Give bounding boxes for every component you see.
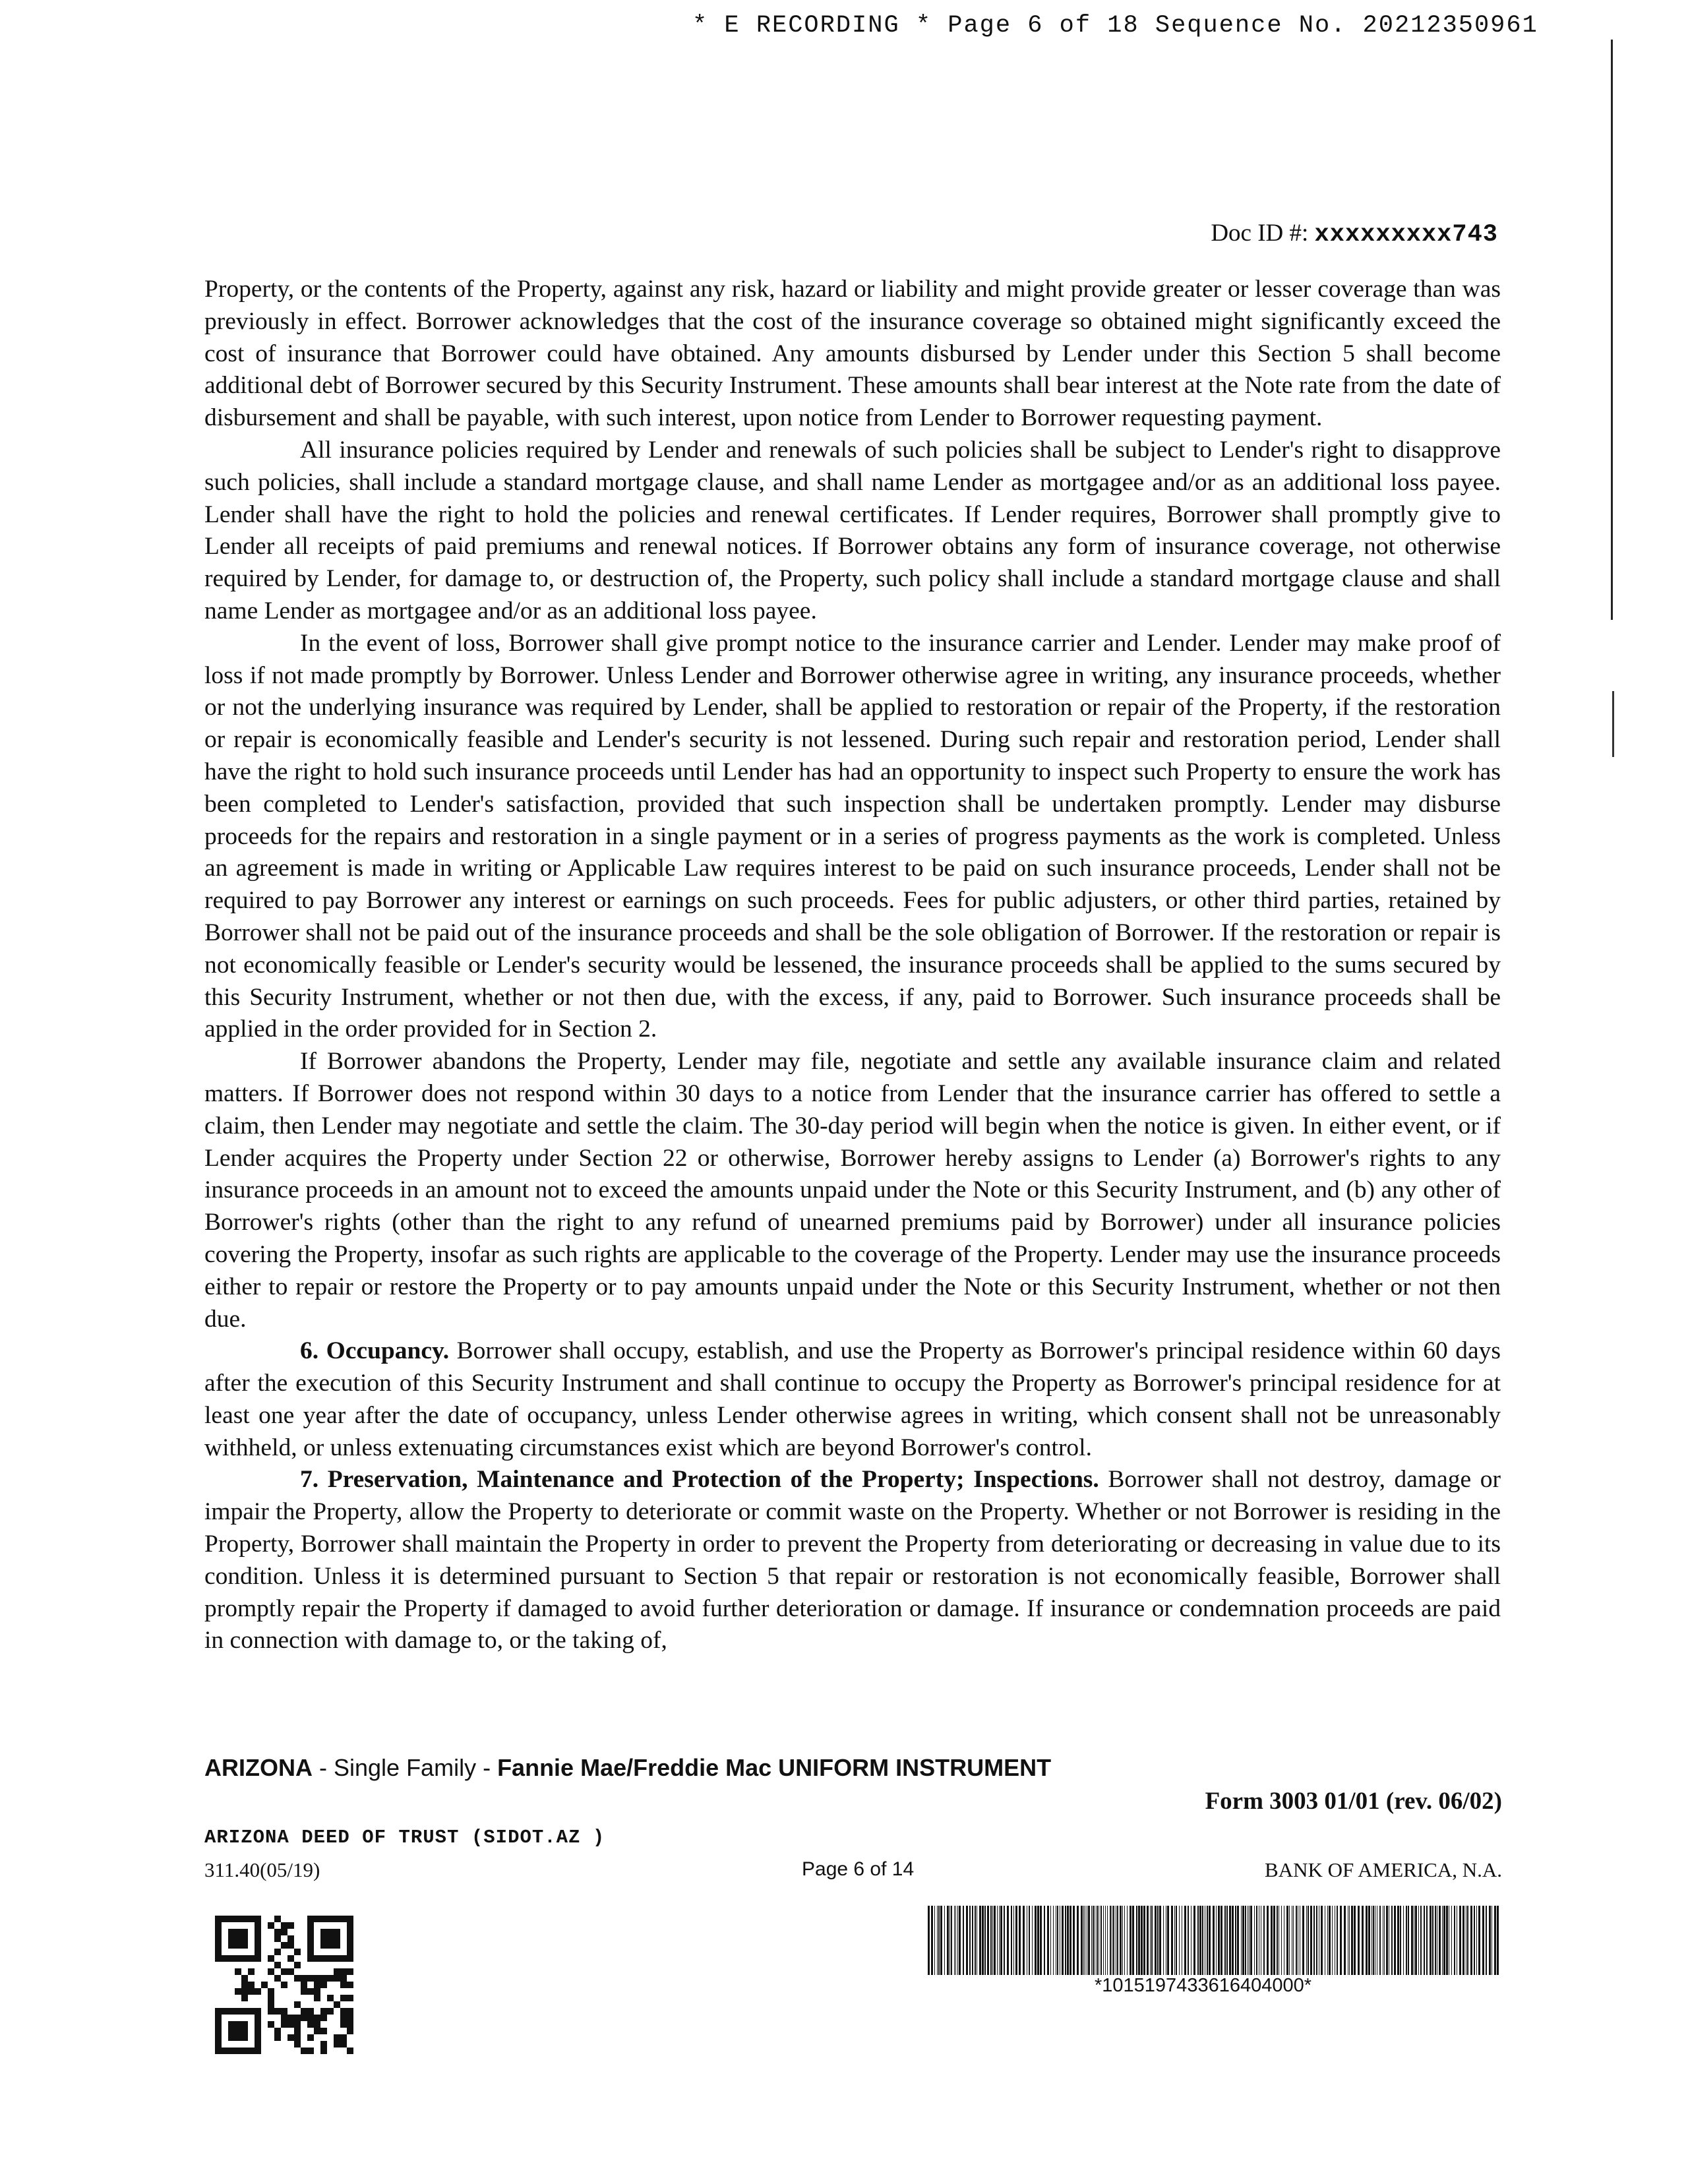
footer-page-number: Page 6 of 14 [802,1858,915,1880]
recording-header: * E RECORDING * Page 6 of 18 Sequence No. 20212350961 [692,12,1538,40]
paragraph: Property, or the contents of the Property, against any risk, hazard or liability and might provide greater or lesser coverage than was previously in effect. Borrower acknowledges that the cost of the insurance coverage so obtained might significantly exceed the cost of insurance that Borrower could have obtained. Any amounts disbursed by Lender under this Section 5 shall become additional debt of Borrower secured by this Security Instrument. These amounts shall bear interest at the Note rate from the date of disbursement and shall be payable, with such interest, upon notice from Lender to Borrower requesting payment. [204,276,1501,432]
section-text: Borrower shall occupy, establish, and use the Property as Borrower's principal residence within 60 days after the execution of this Security Instrument and shall continue to occupy the Property as Borrower's principal residence for at least one year after the date of occupancy, unless Lender otherwise agrees in writing, which consent shall not be unreasonably withheld, or unless extenuating circumstances exist which are beyond Borrower's control. [204,1337,1501,1461]
section-text: Borrower shall not destroy, damage or impair the Property, allow the Property to deteriorate or commit waste on the Property. Whether or not Borrower is residing in the Property, Borrower shall maintain the Property in order to prevent the Property from deteriorating or decreasing in value due to its condition. Unless it is determined pursuant to Section 5 that repair or restoration is not economically feasible, Borrower shall promptly repair the Property if damaged to avoid further deterioration or damage. If insurance or condemnation proceeds are paid in connection with damage to, or the taking of, [204,1466,1501,1654]
footer-code: 311.40(05/19) [204,1858,320,1881]
section-heading: 6. Occupancy. [300,1337,450,1365]
section-7-preservation [204,1464,1501,1657]
footer-bank-name: BANK OF AMERICA, N.A. [1265,1858,1502,1881]
barcode-icon [926,1906,1500,1975]
footer-state: ARIZONA [204,1754,313,1781]
footer-separator: - Single Family - [313,1754,498,1781]
footer-document-title: ARIZONA DEED OF TRUST (SIDOT.AZ ) [204,1827,605,1848]
section-heading: 7. Preservation, Maintenance and Protection of the Property; Inspections. [300,1466,1099,1494]
paragraph: If Borrower abandons the Property, Lender may file, negotiate and settle any available insurance claim and related matters. If Borrower does not respond within 30 days to a notice from Lender that the insurance carrier has offered to settle a claim, then Lender may negotiate and settle the claim. The 30-day period will begin when the notice is given. In either event, or if Lender acquires the Property under Section 22 or otherwise, Borrower hereby assigns to Lender (a) Borrower's rights to any insurance proceeds in an amount not to exceed the amounts unpaid under the Note or this Security Instrument, and (b) any other of Borrower's rights (other than the right to any refund of unearned premiums paid by Borrower) under all insurance policies covering the Property, insofar as such rights are applicable to the coverage of the Property. Lender may use the insurance proceeds either to repair or restore the Property or to pay amounts unpaid under the Note or this Security Instrument, whether or not then due. [204,1048,1501,1333]
doc-id-label: Doc ID #: [1211,220,1309,247]
qr-code-icon [215,1916,353,2054]
margin-rule [1612,691,1614,757]
footer-form-number: Form 3003 01/01 (rev. 06/02) [1205,1788,1502,1815]
barcode-number: *1015197433616404000* [1095,1975,1312,1996]
document-body [204,274,1501,1657]
doc-id [1211,219,1498,249]
paragraph: All insurance policies required by Lender and renewals of such policies shall be subject to Lender's right to disapprove such policies, shall include a standard mortgage clause, and shall name Lender as mortgagee and/or as an additional loss payee. Lender shall have the right to hold the policies and renewal certificates. If Lender requires, Borrower shall promptly give to Lender all receipts of paid premiums and renewal notices. If Borrower obtains any form of insurance coverage, not otherwise required by Lender, for damage to, or destruction of, the Property, such policy shall include a standard mortgage clause and shall name Lender as mortgagee and/or as an additional loss payee. [204,436,1501,624]
footer-instrument-line [204,1754,1051,1782]
doc-id-value: xxxxxxxxx743 [1314,221,1498,249]
paragraph: In the event of loss, Borrower shall give prompt notice to the insurance carrier and Lender. Lender may make proof of loss if not made promptly by Borrower. Unless Lender and Borrower otherwise agree in writing, any insurance proceeds, whether or not the underlying insurance was required by Lender, shall be applied to restoration or repair of the Property, if the restoration or repair is economically feasible and Lender's security is not lessened. During such repair and restoration period, Lender shall have the right to hold such insurance proceeds until Lender has had an opportunity to inspect such Property to ensure the work has been completed to Lender's satisfaction, provided that such inspection shall be undertaken promptly. Lender may disburse proceeds for the repairs and restoration in a single payment or in a series of progress payments as the work is completed. Unless an agreement is made in writing or Applicable Law requires interest to be paid on such insurance proceeds, Lender shall not be required to pay Borrower any interest or earnings on such proceeds. Fees for public adjusters, or other third parties, retained by Borrower shall not be paid out of the insurance proceeds and shall be the sole obligation of Borrower. If the restoration or repair is not economically feasible or Lender's security would be lessened, the insurance proceeds shall be applied to the sums secured by this Security Instrument, whether or not then due, with the excess, if any, paid to Borrower. Such insurance proceeds shall be applied in the order provided for in Section 2. [204,629,1501,1043]
footer-instrument-name: Fannie Mae/Freddie Mac UNIFORM INSTRUMENT [497,1754,1052,1781]
margin-rule [1611,40,1613,620]
section-6-occupancy [204,1335,1501,1464]
